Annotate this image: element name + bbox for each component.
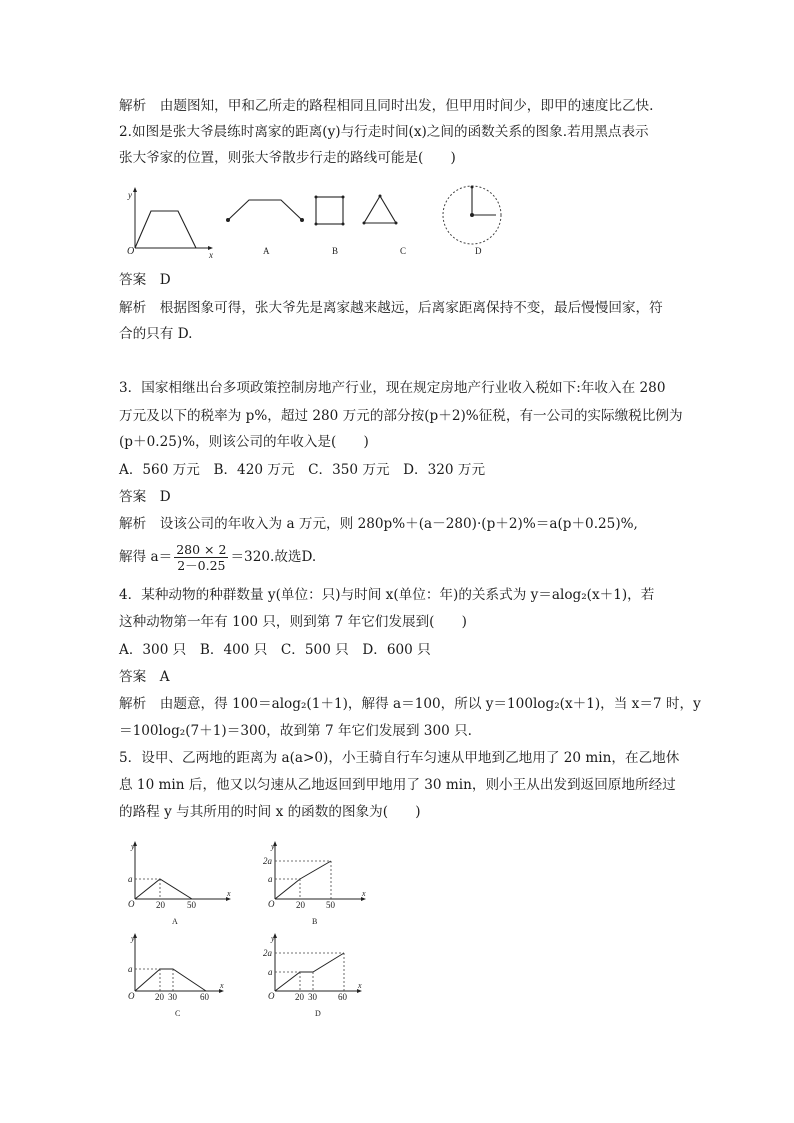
question-4-line2: 这种动物第一年有 100 只，则到第 7 年它们发展到( ) <box>119 614 467 630</box>
question-5-line2: 息 10 min 后，他又以匀速从乙地返回到甲地用了 30 min，则小王从出发到返回原地所经过 <box>119 777 676 793</box>
graph-b-x-axis: x <box>362 889 366 898</box>
option-b-route <box>315 196 345 257</box>
graph-c-tick-60: 60 <box>200 992 209 1002</box>
solve-prefix: 解得 a＝ <box>119 549 173 565</box>
graph-c <box>128 933 224 1018</box>
option-b-label: B <box>332 246 339 256</box>
graph-b-origin: O <box>268 899 275 909</box>
answer-q3: 答案 D <box>119 489 171 505</box>
question-2-line1: 2.如图是张大爷晨练时离家的距离(y)与行走时间(x)之间的函数关系的图象.若用黑点表示 <box>119 124 649 140</box>
graph-d-ylabel-2a: 2a <box>263 948 272 958</box>
graph-b-ylabel-2a: 2a <box>263 856 272 866</box>
graph-a-origin: O <box>128 899 135 909</box>
graph-d-tick-30: 30 <box>308 992 317 1002</box>
solve-suffix: ＝320.故选D. <box>230 549 317 565</box>
graph-a-x-axis: x <box>227 889 231 898</box>
graph-c-x-axis: x <box>220 981 224 990</box>
option-c-label: C <box>400 246 407 256</box>
graph-c-label: C <box>175 1009 181 1018</box>
graph-c-tick-30: 30 <box>168 992 177 1002</box>
graph-c-tick-20: 20 <box>155 992 164 1002</box>
question-3-options: A．560 万元 B．420 万元 C．350 万元 D．320 万元 <box>119 462 486 478</box>
graph-b <box>263 841 366 926</box>
option-d-route <box>443 186 501 257</box>
graph-b-tick-50: 50 <box>326 900 335 910</box>
question-3-line3: (p＋0.25)%，则该公司的年收入是( ) <box>119 434 369 450</box>
graph-c-y-axis: y <box>131 934 135 943</box>
figure-route-options <box>118 184 498 262</box>
option-c-route <box>363 195 407 257</box>
answer-q2: 答案 D <box>119 272 171 288</box>
option-a-route <box>226 200 304 256</box>
graph-d-y-axis: y <box>271 934 275 943</box>
graph-c-origin: O <box>128 991 135 1001</box>
graph-c-ylabel: a <box>128 964 133 974</box>
graph-d-label: D <box>315 1009 321 1018</box>
fraction <box>174 542 228 573</box>
graph-a-y-axis: y <box>131 842 135 851</box>
graph-a-tick-50: 50 <box>187 900 196 910</box>
option-d-label: D <box>475 246 482 256</box>
graph-a-ylabel: a <box>128 874 133 884</box>
graph-y-label: y <box>128 190 132 200</box>
question-2-line2: 张大爷家的位置，则张大爷散步行走的路线可能是( ) <box>119 150 456 166</box>
graph-d-origin: O <box>268 991 275 1001</box>
graph-b-tick-20: 20 <box>296 900 305 910</box>
graph-b-label: B <box>312 917 318 926</box>
analysis-q1: 解析 由题图知，甲和乙所走的路程相同且同时出发，但甲用时间少，即甲的速度比乙快. <box>119 98 654 114</box>
figure-graph-options <box>120 836 370 1018</box>
fraction-denominator: 2－0.25 <box>177 558 226 573</box>
analysis-q2-line2: 合的只有 D. <box>119 326 193 342</box>
graph-origin: O <box>127 246 135 257</box>
graph-d-tick-20: 20 <box>295 992 304 1002</box>
fraction-numerator: 280 × 2 <box>176 542 227 557</box>
option-a-label: A <box>263 246 270 256</box>
graph-d-x-axis: x <box>358 981 362 990</box>
analysis-q3-line1: 解析 设该公司的年收入为 a 万元，则 280p%＋(a－280)·(p＋2)%＝a(p＋0.25)%, <box>119 516 638 532</box>
graph-a <box>128 841 231 926</box>
analysis-q2-line1: 解析 根据图象可得，张大爷先是离家越来越远，后离家距离保持不变，最后慢慢回家，符 <box>119 300 663 316</box>
question-5-line3: 的路程 y 与其所用的时间 x 的函数的图象为( ) <box>119 804 421 820</box>
question-4-line1: 4．某种动物的种群数量 y(单位：只)与时间 x(单位：年)的关系式为 y＝alog₂(x＋1)，若 <box>119 587 655 603</box>
question-5-line1: 5．设甲、乙两地的距离为 a(a>0)，小王骑自行车匀速从甲地到乙地用了 20 min，在乙地休 <box>119 750 680 766</box>
graph-d <box>263 933 362 1018</box>
analysis-q4-line1: 解析 由题意，得 100＝alog₂(1＋1)，解得 a＝100，所以 y＝100log₂(x＋1)，当 x＝7 时，y <box>119 696 701 712</box>
graph-x-label: x <box>209 250 213 260</box>
graph-a-label: A <box>172 917 178 926</box>
question-4-options: A．300 只 B．400 只 C．500 只 D．600 只 <box>119 642 431 658</box>
graph-b-ylabel-a: a <box>268 874 273 884</box>
question-3-line2: 万元及以下的税率为 p%，超过 280 万元的部分按(p＋2)%征税，有一公司的实际缴税比例为 <box>119 408 683 424</box>
distance-time-graph <box>127 187 213 260</box>
analysis-q4-line2: ＝100log₂(7＋1)＝300，故到第 7 年它们发展到 300 只. <box>119 723 472 739</box>
graph-b-y-axis: y <box>271 842 275 851</box>
analysis-q3-line2 <box>119 541 316 573</box>
graph-a-tick-20: 20 <box>156 900 165 910</box>
question-3-line1: 3．国家相继出台多项政策控制房地产行业，现在规定房地产行业收入税如下:年收入在 280 <box>119 380 666 396</box>
graph-d-ylabel-a: a <box>268 967 273 977</box>
graph-d-tick-60: 60 <box>338 992 347 1002</box>
answer-q4: 答案 A <box>119 669 170 685</box>
